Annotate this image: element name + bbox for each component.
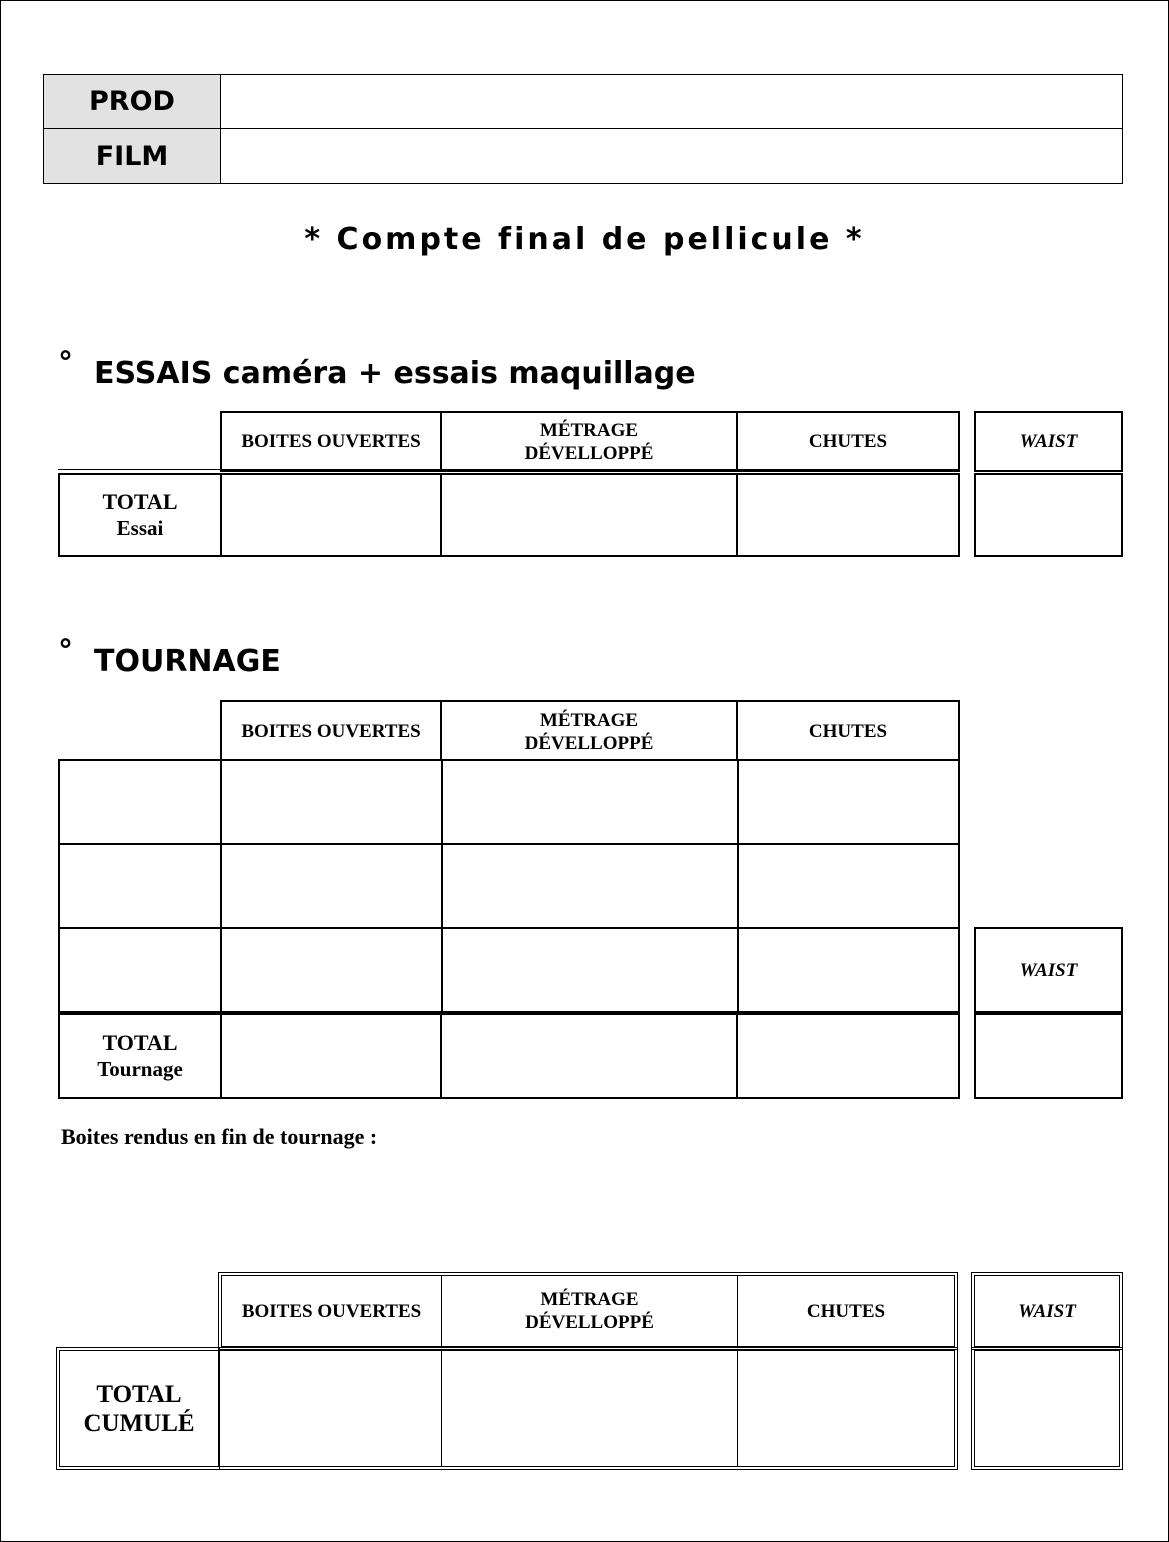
tournage-col-boites <box>222 702 442 761</box>
cumul-total-row <box>59 1350 955 1467</box>
essais-col-boites-label: BOITES OUVERTES <box>241 431 421 452</box>
cumul-total-boites[interactable] <box>222 1351 442 1466</box>
cumul-col-boites-label: BOITES OUVERTES <box>241 1300 422 1322</box>
essais-heading-text: ESSAIS caméra + essais maquillage <box>94 356 696 391</box>
tournage-body <box>58 759 960 1013</box>
film-label: FILM <box>95 140 169 172</box>
essais-col-waist <box>974 411 1123 472</box>
essais-header-row <box>220 411 960 472</box>
cumul-total-waist[interactable] <box>974 1350 1120 1467</box>
essais-total-row <box>58 473 960 557</box>
tournage-header-row <box>220 700 960 761</box>
tournage-col-boites-label: BOITES OUVERTES <box>241 721 421 742</box>
cumul-col-waist <box>974 1275 1120 1347</box>
cumul-total-inner-rule <box>219 1347 220 1470</box>
prod-label: PROD <box>89 86 175 117</box>
tournage-heading-text: TOURNAGE <box>94 644 281 679</box>
tournage-row2-label[interactable] <box>60 845 220 927</box>
essais-total-chutes[interactable] <box>738 475 958 555</box>
film-label-cell <box>44 129 221 183</box>
tournage-col-metrage-line1: MÉTRAGE <box>539 709 639 731</box>
essais-col-chutes-label: CHUTES <box>808 431 888 452</box>
essais-bullet: ° <box>58 346 73 381</box>
tournage-row3-chutes[interactable] <box>739 929 958 1011</box>
essais-total-line1: TOTAL <box>102 489 178 514</box>
essais-total-boites[interactable] <box>222 475 442 555</box>
tournage-col-metrage <box>442 702 738 761</box>
essais-col-chutes <box>738 413 958 470</box>
tournage-row2-boites[interactable] <box>222 845 441 927</box>
tournage-row3-metrage[interactable] <box>443 929 737 1011</box>
tournage-bullet: ° <box>58 634 73 669</box>
tournage-heading <box>58 634 281 679</box>
tournage-total-chutes[interactable] <box>738 1015 958 1097</box>
tournage-row2-chutes[interactable] <box>739 845 958 927</box>
tournage-col-chutes <box>738 702 958 761</box>
tournage-total-line2: Tournage <box>97 1057 183 1081</box>
tournage-total-boites[interactable] <box>222 1015 442 1097</box>
essais-col-boites <box>222 413 442 470</box>
essais-total-waist[interactable] <box>974 473 1123 557</box>
tournage-total-waist[interactable] <box>974 1013 1123 1099</box>
tournage-row1-label[interactable] <box>60 761 220 843</box>
essais-col-metrage <box>442 413 738 470</box>
cumul-total-label <box>60 1351 219 1466</box>
cumul-total-metrage[interactable] <box>442 1351 738 1466</box>
cumul-header-row <box>221 1275 955 1347</box>
cumul-total-chutes[interactable] <box>738 1351 954 1466</box>
tournage-row2-metrage[interactable] <box>443 845 737 927</box>
tournage-row3-boites[interactable] <box>222 929 441 1011</box>
essais-total-metrage[interactable] <box>442 475 738 555</box>
tournage-row1-metrage[interactable] <box>443 761 737 843</box>
essais-col-waist-label: WAIST <box>1019 431 1078 452</box>
essais-col-metrage-line1: MÉTRAGE <box>539 419 639 441</box>
page-title: * Compte final de pellicule * <box>304 222 865 257</box>
prod-film-table <box>43 74 1123 184</box>
tournage-row3-label[interactable] <box>60 929 220 1011</box>
essais-divider <box>58 469 960 470</box>
cumul-col-metrage-line2: DÉVELLOPPÉ <box>525 1312 654 1333</box>
cumul-total-line2: CUMULÉ <box>83 1409 195 1437</box>
tournage-row1-boites[interactable] <box>222 761 441 843</box>
essais-heading <box>58 346 696 391</box>
essais-col-metrage-line2: DÉVELLOPPÉ <box>524 442 654 464</box>
tournage-total-label <box>60 1015 222 1097</box>
tournage-row1-chutes[interactable] <box>739 761 958 843</box>
cumul-col-metrage <box>442 1276 738 1346</box>
tournage-col-waist-label: WAIST <box>1019 959 1078 981</box>
film-value-field[interactable] <box>221 129 1122 183</box>
cumul-col-boites <box>222 1276 442 1346</box>
tournage-total-metrage[interactable] <box>442 1015 738 1097</box>
tournage-total-line1: TOTAL <box>102 1030 178 1055</box>
essais-total-label <box>60 475 222 555</box>
cumul-col-metrage-line1: MÉTRAGE <box>540 1289 639 1310</box>
prod-label-cell <box>44 75 221 129</box>
essais-total-line2: Essai <box>116 516 164 540</box>
boites-rendus-label: Boites rendus en fin de tournage : <box>61 1124 378 1149</box>
tournage-col-chutes-label: CHUTES <box>808 721 888 742</box>
cumul-col-chutes-label: CHUTES <box>806 1300 886 1322</box>
tournage-col-waist <box>974 927 1123 1013</box>
tournage-total-row <box>58 1013 960 1099</box>
tournage-col-metrage-line2: DÉVELLOPPÉ <box>524 732 654 754</box>
cumul-col-chutes <box>738 1276 954 1346</box>
prod-value-field[interactable] <box>221 75 1122 129</box>
cumul-col-waist-label: WAIST <box>1018 1300 1076 1322</box>
cumul-total-line1: TOTAL <box>96 1380 182 1408</box>
